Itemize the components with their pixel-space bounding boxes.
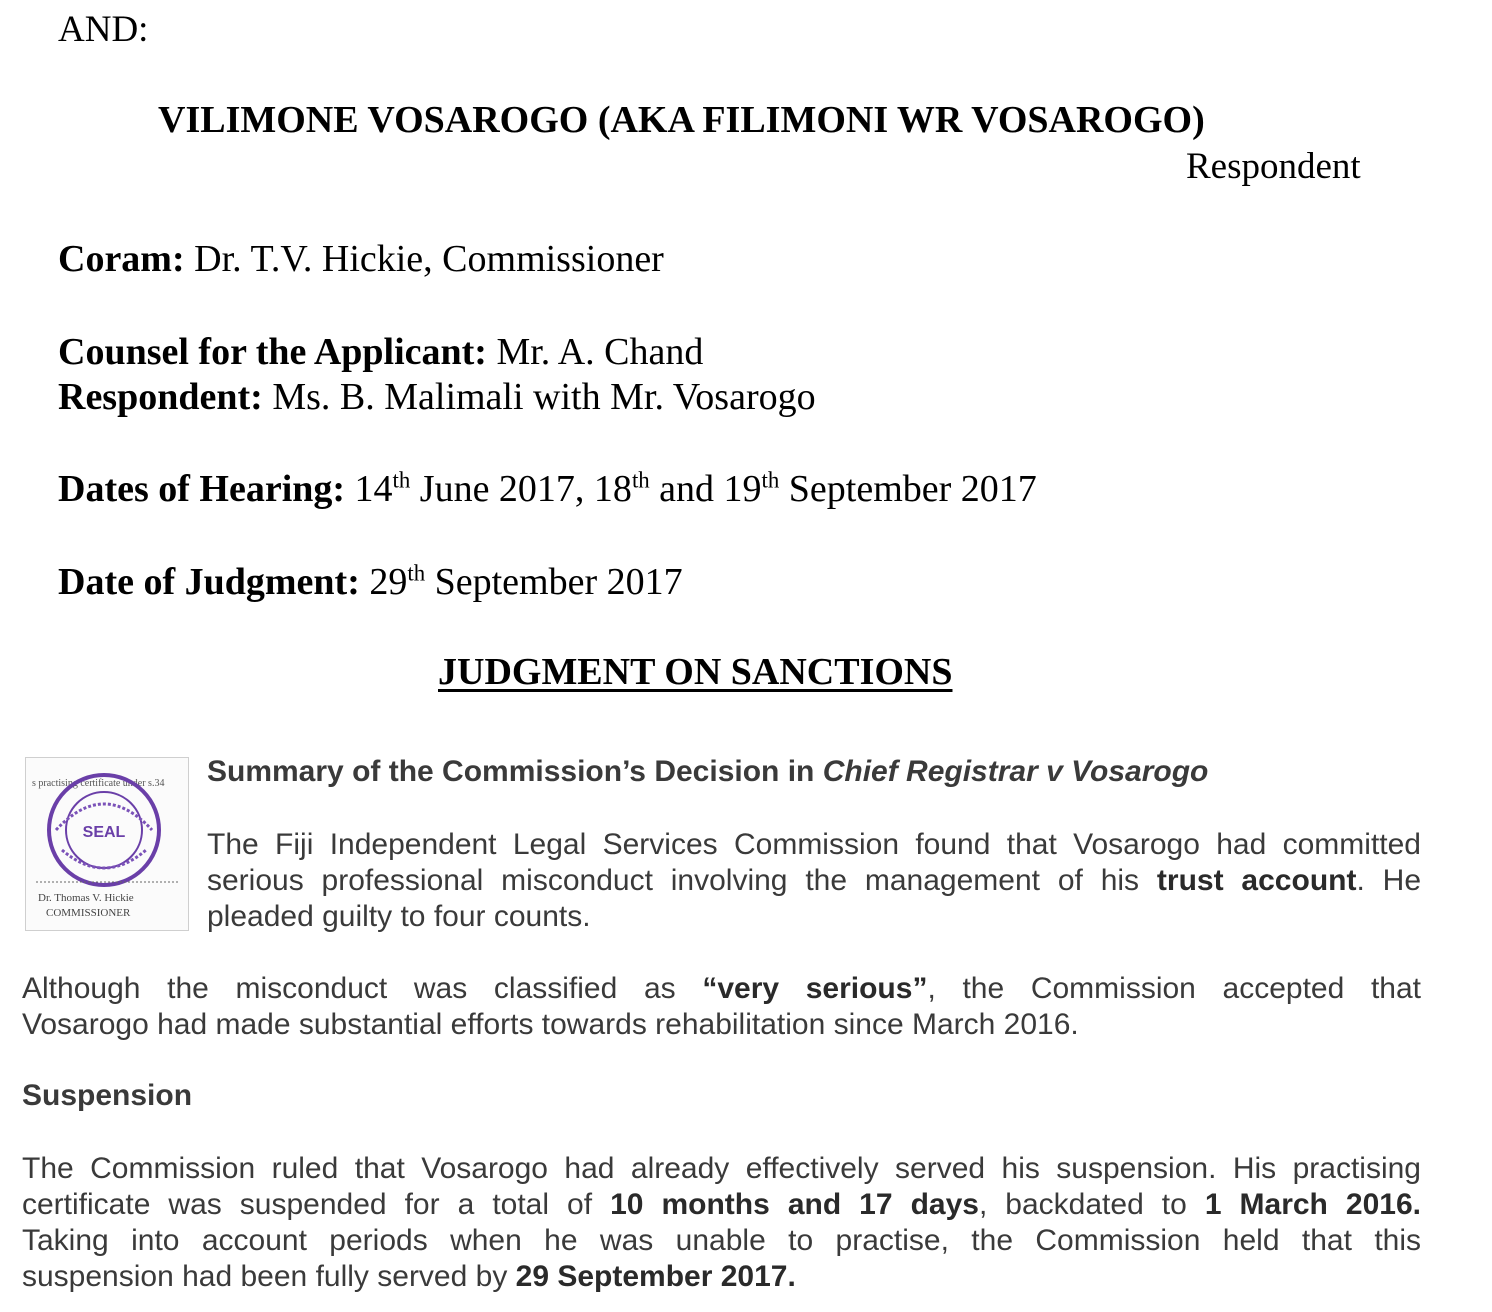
p3-line-3: Taking into account periods when he was unable to practise, the Commission held that this xyxy=(22,1224,1421,1257)
summary-title-text: Summary of the Commission’s Decision in xyxy=(207,755,823,788)
suspension-heading: Suspension xyxy=(22,1079,193,1112)
seal-signer-title: COMMISSIONER xyxy=(46,907,131,919)
and-label: AND: xyxy=(58,9,149,50)
hearing-d1-sup: th xyxy=(392,467,411,493)
judgment-date-label: Date of Judgment: xyxy=(58,561,360,603)
p3-line-2 xyxy=(22,1187,1421,1223)
seal-signer-name: Dr. Thomas V. Hickie xyxy=(38,892,134,904)
p3-line-1: The Commission ruled that Vosarogo had already effectively served his suspension. His practising xyxy=(22,1152,1421,1185)
summary-paragraph-2 xyxy=(22,971,1421,1043)
respondent-value: Ms. B. Malimali with Mr. Vosarogo xyxy=(262,376,816,418)
p2-line-1a: Although the misconduct was classified as xyxy=(22,972,703,1005)
hearing-dates-line xyxy=(58,467,1037,511)
hearing-d1-rest: June 2017, 18 xyxy=(410,468,632,510)
coram-line xyxy=(58,237,664,281)
p3-backdate: 1 March 2016. xyxy=(1204,1188,1421,1221)
p1-line-3: pleaded guilty to four counts. xyxy=(207,900,591,933)
counsel-label: Counsel for the Applicant: xyxy=(58,331,487,373)
respondent-name: VILIMONE VOSAROGO (AKA FILIMONI WR VOSAROGO) xyxy=(158,99,1205,141)
p1-line-1: The Fiji Independent Legal Services Commission found that Vosarogo had committed xyxy=(207,828,1421,861)
respondent-counsel-line xyxy=(58,375,816,419)
judgment-date-line xyxy=(58,560,683,604)
p1-trust-account: trust account xyxy=(1156,864,1357,897)
judgment-heading: JUDGMENT ON SANCTIONS xyxy=(438,651,953,693)
respondent-label: Respondent: xyxy=(58,376,263,418)
summary-title xyxy=(207,755,1208,789)
hearing-d2-rest: and 19 xyxy=(649,468,762,510)
hearing-d3-rest: September 2017 xyxy=(779,468,1037,510)
p1-line-2 xyxy=(207,863,1421,899)
judgment-date-day: 29 xyxy=(359,561,408,603)
hearing-d2-sup: th xyxy=(631,467,650,493)
p1-line-2a: serious professional misconduct involving the management of his xyxy=(207,864,1157,897)
commission-seal-image xyxy=(25,757,189,931)
suspension-paragraph xyxy=(22,1151,1421,1295)
seal-top-text: s practising certificate under s.34 xyxy=(32,778,165,789)
hearing-label: Dates of Hearing: xyxy=(58,468,346,510)
p2-line-2: Vosarogo had made substantial efforts towards rehabilitation since March 2016. xyxy=(22,1008,1079,1041)
p3-duration: 10 months and 17 days xyxy=(610,1188,979,1221)
coram-value: Dr. T.V. Hickie, Commissioner xyxy=(184,238,664,280)
seal-center-text: SEAL xyxy=(82,824,126,841)
seal-icon xyxy=(26,758,188,930)
judgment-date-rest: September 2017 xyxy=(425,561,683,603)
p2-very-serious: “very serious” xyxy=(702,972,928,1005)
counsel-line xyxy=(58,330,703,374)
coram-label: Coram: xyxy=(58,238,185,280)
p2-line-1 xyxy=(22,971,1421,1007)
summary-paragraph-1 xyxy=(207,827,1421,935)
counsel-value: Mr. A. Chand xyxy=(486,331,704,373)
p2-line-1c: , the Commission accepted that xyxy=(927,972,1422,1005)
p3-served-date: 29 September 2017. xyxy=(515,1260,796,1293)
hearing-d3-sup: th xyxy=(761,467,780,493)
party-role: Respondent xyxy=(1186,146,1361,187)
judgment-date-sup: th xyxy=(407,560,426,586)
summary-title-case: Chief Registrar v Vosarogo xyxy=(822,755,1209,788)
p3-line-4 xyxy=(22,1259,1421,1295)
p3-line-4a: suspension had been fully served by xyxy=(22,1260,516,1293)
p3-line-2c: , backdated to xyxy=(978,1188,1205,1221)
p3-line-2a: certificate was suspended for a total of xyxy=(22,1188,611,1221)
p1-line-2c: . He xyxy=(1356,864,1422,897)
hearing-d1: 14 xyxy=(345,468,393,510)
